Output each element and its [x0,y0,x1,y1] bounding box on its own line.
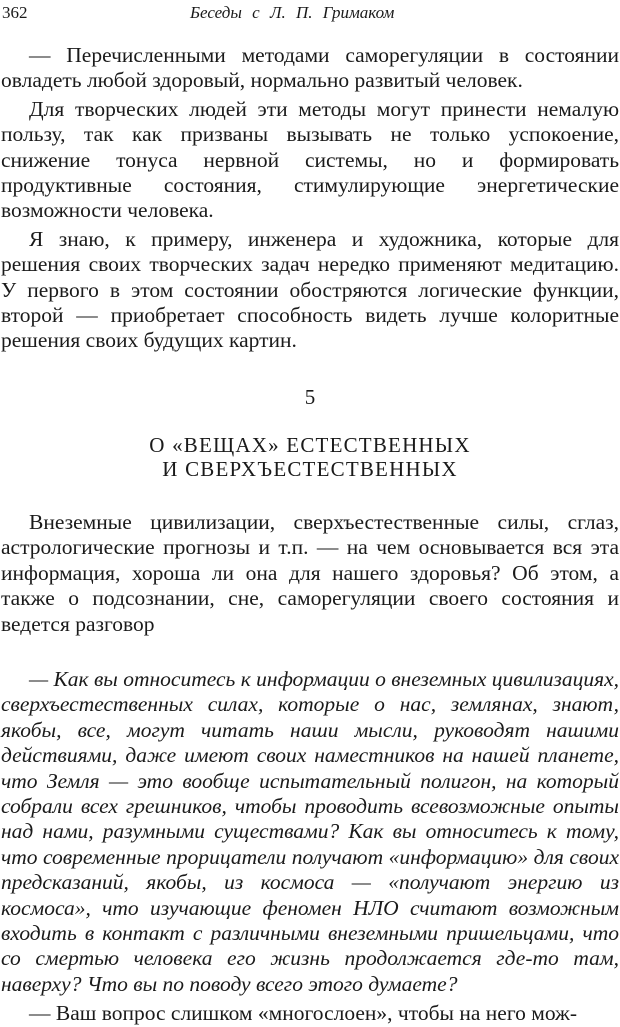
paragraph-1: — Перечисленными методами саморегуляции в состоянии овладеть любой здоровый, нормально развитый человек. [1,43,619,93]
interview-answer: — Ваш вопрос слишком «многослоен», чтобы на него мож- [29,1001,578,1026]
page-body [1,43,619,1027]
chapter-title-line-2: И СВЕРХЪЕСТЕСТВЕННЫХ [162,456,458,481]
paragraph-3: Я знаю, к примеру, инженера и художника, которые для решения своих творческих задач нередко применяют медитацию. У первого в этом состоянии обостряются логические функции, второй — приобретает способность видеть лучше колоритные решения своих будущих картин. [1,226,619,353]
interview-question: — Как вы относитесь к информации о внеземных цивилизациях, сверхъестественных силах, которые о нас, землянах, знают, якобы, все, могут читать наши мысли, руководят нашими действиями, даже имеют своих наместников на нашей планете, что Земля — это вообще испытательный полигон, на который собрали всех грешников, чтобы проводить всевозможные опыты над нами, разумными существами? Как вы относитесь к тому, что современные прорицатели получают «информацию» для своих предсказаний, якобы, из космоса — «получают энергию из космоса», что изучающие феномен НЛО считают возможным входить в контакт с различными внеземными пришельцами, что со смертью человека его жизнь продолжается где-то там, наверху? Что вы по поводу всего этого думаете? [1,666,619,996]
chapter-title [1,433,619,481]
running-title: Беседы с Л. П. Гримаком [190,3,395,22]
chapter-number: 5 [304,384,316,409]
page-number: 362 [2,3,28,22]
chapter-intro: Внеземные цивилизации, сверхъестественные силы, сглаз, астрологические прогнозы и т.п. — на чем основывается вся эта информация, хороша ли она для нашего здоровья? Об этом, а также о подсознании, сне, саморегуляции своего состояния и ведется разговор [1,509,619,636]
paragraph-2: Для творческих людей эти методы могут принести немалую пользу, так как призваны вызывать не только успокоение, снижение тонуса нервной системы, но и формировать продуктивные состояния, стимулирующие энергетические возможности человека. [1,96,619,223]
chapter-title-line-1: О «ВЕЩАХ» ЕСТЕСТВЕННЫХ [149,432,471,457]
running-head [0,2,620,28]
